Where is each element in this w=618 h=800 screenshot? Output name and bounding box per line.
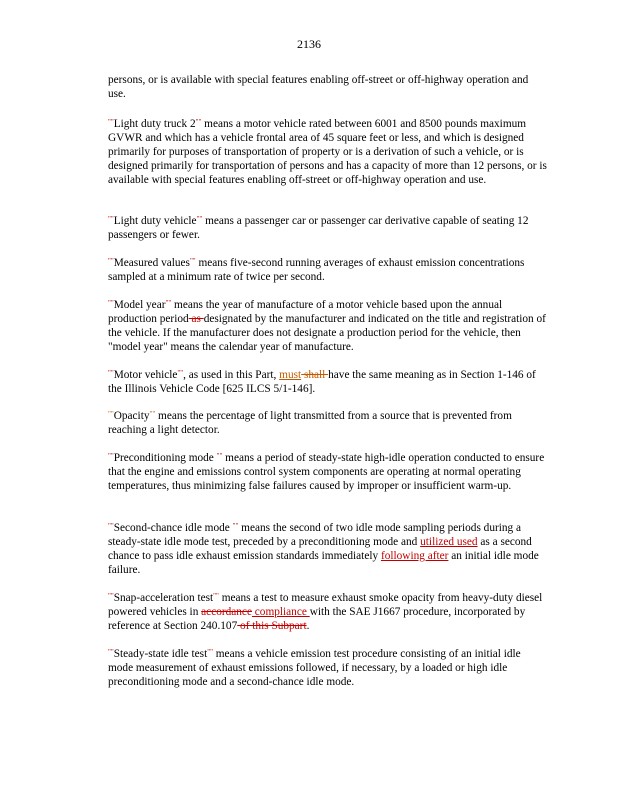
close-quote-marker: "" [177, 369, 184, 377]
open-quote-marker: "" [108, 369, 114, 377]
definition-text-cont: as a second chance to pass idle exhaust emission standards immediately [108, 536, 532, 562]
close-quote-marker: "" [232, 522, 239, 530]
definition-text: , as used in this Part, [183, 369, 280, 381]
deleted-text-2: of this Subpart [237, 620, 307, 632]
definition-text: means a vehicle emission test procedure consisting of an initial idle mode measurement of exhaust emissions followed, if necessary, by a loaded or high idle preconditioning mode and a second-chance idle mode. [108, 648, 521, 688]
definition-steady-state-idle-test [108, 645, 548, 689]
open-quote-marker: "" [108, 522, 114, 530]
open-quote-marker: "" [108, 299, 114, 307]
definition-text-cont: have the same meaning as in Section 1-146 of the Illinois Vehicle Code [625 ILCS 5/1-146]. [108, 369, 536, 395]
close-quote-marker: "" [149, 410, 156, 418]
open-quote-marker: "" [108, 592, 114, 600]
open-quote-marker: "" [108, 410, 114, 418]
defined-term: Motor vehicle [113, 369, 178, 381]
definition-model-year [108, 296, 548, 354]
deleted-text: shall [301, 369, 329, 381]
inserted-text: compliance [251, 606, 310, 618]
definition-text-cont: with the SAE J1667 procedure, incorporated by reference at Section 240.107 [108, 606, 526, 632]
open-quote-marker: "" [108, 118, 114, 126]
inserted-text: utilized used [420, 536, 478, 548]
open-quote-marker: "" [108, 257, 114, 265]
defined-term: Preconditioning mode [113, 452, 217, 464]
paragraph-text: persons, or is available with special features enabling off-street or off-highway operation and use. [108, 74, 529, 100]
defined-term: Second-chance idle mode [113, 522, 233, 534]
definition-motor-vehicle [108, 366, 548, 396]
definition-opacity [108, 407, 548, 437]
defined-term: Steady-state idle test [113, 648, 208, 660]
close-quote-marker: "" [195, 118, 202, 126]
defined-term: Opacity [113, 410, 150, 422]
definition-measured-values [108, 254, 548, 284]
close-quote-marker: "" [189, 257, 196, 265]
close-quote-marker: "" [213, 592, 219, 600]
definition-text-end: an initial idle mode failure. [108, 550, 539, 576]
open-quote-marker: "" [108, 452, 114, 460]
definition-text: means the year of manufacture of a motor vehicle based upon the annual production period [108, 299, 503, 325]
definition-snap-acceleration-test [108, 589, 548, 633]
defined-term: Light duty truck 2 [113, 118, 196, 130]
definition-text: means the second of two idle mode sampling periods during a steady-state idle mode test, preceded by a preconditioning mode and [108, 522, 522, 548]
defined-term: Snap-acceleration test [113, 592, 214, 604]
inserted-text: must [279, 369, 302, 381]
close-quote-marker: "" [196, 215, 203, 223]
paragraph-continuation [108, 73, 548, 101]
defined-term: Light duty vehicle [113, 215, 197, 227]
definition-text: means the percentage of light transmitted from a source that is prevented from reaching a light detector. [108, 410, 512, 436]
definition-second-chance-idle-mode [108, 519, 548, 577]
definition-light-duty-truck-2 [108, 115, 548, 187]
definition-text: means a test to measure exhaust smoke opacity from heavy-duty diesel powered vehicles in [108, 592, 543, 618]
inserted-text-2: following after [380, 550, 449, 562]
close-quote-marker: "" [216, 452, 223, 460]
definition-text: means a motor vehicle rated between 6001 and 8500 pounds maximum GVWR and which has a vehicle frontal area of 45 square feet or less, and which is designed primarily for purposes of transportation of property or is a derivation of such a vehicle, or is designed primarily for transportation of persons and has a capacity of more than 12 persons, or is available with special features enabling off-street or off-highway operation and use. [108, 118, 547, 186]
deleted-text: as [188, 313, 204, 325]
close-quote-marker: "" [165, 299, 172, 307]
definition-text: means a period of steady-state high-idle operation conducted to ensure that the engine and emissions control system components are operating at normal operating temperatures, thus minimizing false failures caused by improper or insufficient warm-up. [108, 452, 545, 492]
close-quote-marker: "" [207, 648, 213, 656]
definition-preconditioning-mode [108, 449, 548, 493]
definition-text: means five-second running averages of exhaust emission concentrations sampled at a minimum rate of twice per second. [108, 257, 525, 283]
page-number: 2136 [297, 37, 321, 51]
definition-text-cont: designated by the manufacturer and indicated on the title and registration of the vehicle. If the manufacturer does not designate a production period for the vehicle, then "model year" means the calendar year of manufacture. [108, 313, 546, 353]
defined-term: Model year [113, 299, 166, 311]
definition-text-end: . [306, 620, 310, 632]
deleted-text: accordance [201, 606, 252, 618]
definition-text: means a passenger car or passenger car derivative capable of seating 12 passengers or fewer. [108, 215, 529, 241]
defined-term: Measured values [113, 257, 190, 269]
open-quote-marker: "" [108, 648, 114, 656]
definition-light-duty-vehicle [108, 212, 548, 242]
open-quote-marker: "" [108, 215, 114, 223]
